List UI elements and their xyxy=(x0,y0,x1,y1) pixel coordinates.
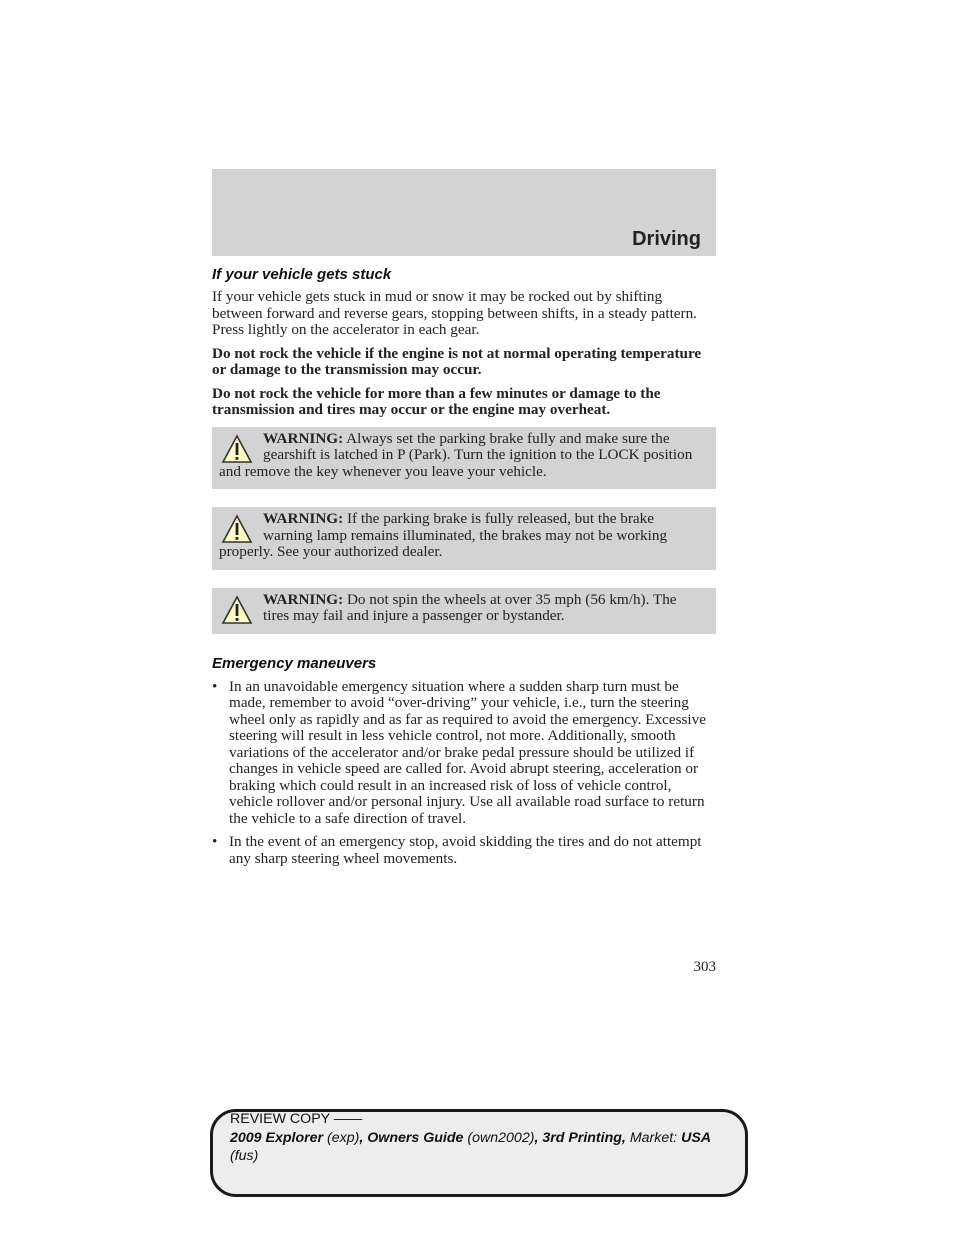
section-header-band xyxy=(212,169,716,256)
footer-printing: , 3rd Printing, xyxy=(534,1129,626,1146)
footer-model-code: (exp) xyxy=(327,1129,360,1146)
footer-market: USA xyxy=(681,1129,712,1146)
warning-label: WARNING: xyxy=(263,590,344,608)
warning-box-1 xyxy=(212,427,716,490)
footer-market-code-text: (fus) xyxy=(230,1148,259,1164)
footer-market-code xyxy=(230,1147,735,1166)
emergency-list xyxy=(212,679,716,868)
warning-text: Always set the parking brake fully and make sure the gearshift is latched in P (Park). Turn the ignition to the LOCK position and remove the key whenever you leave your vehicle. xyxy=(219,429,693,480)
warning-text: If the parking brake is fully released, but the brake warning lamp remains illuminated, the brakes may not be working properly. See your authorized dealer. xyxy=(219,510,668,560)
emergency-heading: Emergency maneuvers xyxy=(212,654,377,672)
footer-text xyxy=(230,1110,735,1166)
footer-market-label: Market: xyxy=(629,1129,678,1146)
warning-triangle-icon xyxy=(221,514,253,544)
footer-guide: , Owners Guide xyxy=(359,1129,464,1146)
section-title: Driving xyxy=(632,228,701,250)
warning-text: Do not spin the wheels at over 35 mph (56 km/h). The tires may fail and injure a passenger or bystander. xyxy=(263,590,677,624)
footer-edition-line xyxy=(230,1129,735,1148)
stuck-paragraph: If your vehicle gets stuck in mud or snow it may be rocked out by shifting between forward and reverse gears, stopping between shifts, in a steady pattern. Press lightly on the accelerator in each gear. xyxy=(212,288,697,338)
review-copy-label: REVIEW COPY —— xyxy=(230,1111,363,1127)
stuck-caution-1: Do not rock the vehicle if the engine is not at normal operating temperature or damage to the transmission may occur. xyxy=(212,344,702,378)
page-content xyxy=(212,266,716,874)
warning-box-2 xyxy=(212,507,716,570)
stuck-heading: If your vehicle gets stuck xyxy=(212,266,392,283)
list-item: • In an unavoidable emergency situation where a sudden sharp turn must be made, remember to avoid “over-driving” your vehicle, i.e., turn the steering wheel only as rapidly and as far as required to avoid the emergency. Excessive steering will result in less vehicle control, not more. Additionally, smooth variations of the accelerator and/or brake pedal pressure should be utilized if changes in vehicle speed are called for. Avoid abrupt steering, acceleration or braking which could result in an increased risk of loss of vehicle control, vehicle rollover and/or personal injury. Use all available road surface to return the vehicle to a safe direction of travel. xyxy=(212,679,716,828)
page-number: 303 xyxy=(693,959,716,975)
stuck-caution-2: Do not rock the vehicle for more than a few minutes or damage to the transmission and tires may occur or the engine may overheat. xyxy=(212,384,661,418)
warning-label: WARNING: xyxy=(263,429,344,447)
warning-box-3 xyxy=(212,588,716,634)
warning-triangle-icon xyxy=(221,434,253,464)
footer-guide-code: (own2002) xyxy=(467,1129,535,1146)
warning-triangle-icon xyxy=(221,595,253,625)
warning-label: WARNING: xyxy=(263,510,344,527)
footer-model: 2009 Explorer xyxy=(230,1129,324,1146)
list-item: • In the event of an emergency stop, avoid skidding the tires and do not attempt any sharp steering wheel movements. xyxy=(212,834,716,867)
